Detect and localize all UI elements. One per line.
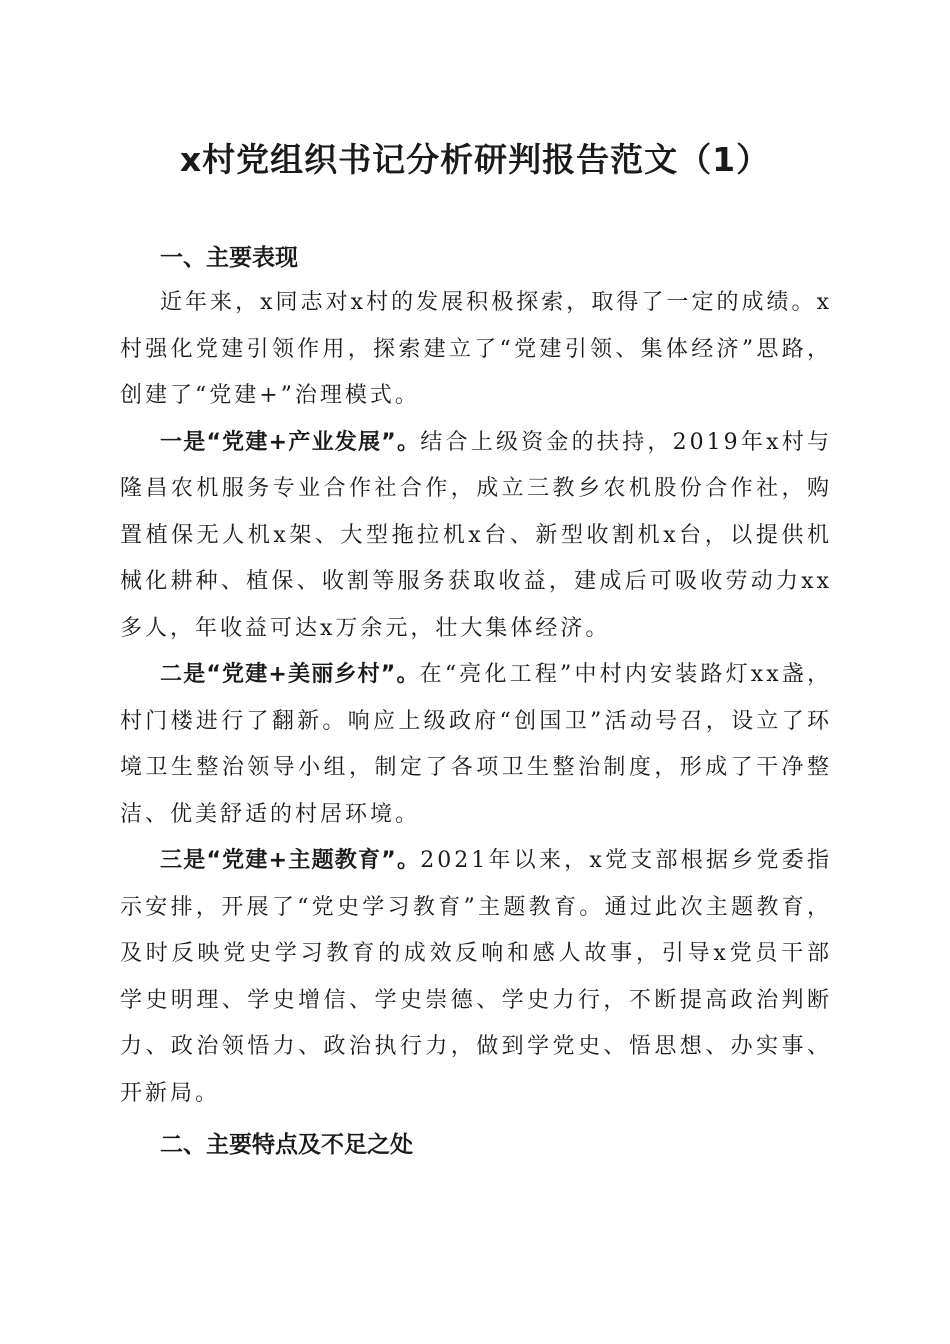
document-body — [120, 236, 832, 1167]
paragraph-lead: 一是“党建+产业发展”。 — [160, 429, 421, 455]
paragraph-text: 在“亮化工程”中村内安装路灯xx盏，村门楼进行了翻新。响应上级政府“创国卫”活动号召，设立了环境卫生整治领导小组，制定了各项卫生整治制度，形成了干净整洁、优美舒适的村居环境。 — [120, 662, 832, 827]
paragraph-lead: 三是“党建+主题教育”。 — [160, 848, 421, 873]
paragraph-industry-development — [120, 420, 832, 653]
paragraph-theme-education — [120, 838, 832, 1117]
intro-paragraph: 近年来，x同志对x村的发展积极探索，取得了一定的成绩。x村强化党建引领作用，探索建立了“党建引领、集体经济”思路，创建了“党建+”治理模式。 — [120, 290, 832, 408]
section-heading-features-shortcomings: 二、主要特点及不足之处 — [160, 1132, 413, 1158]
paragraph-lead: 二是“党建+美丽乡村”。 — [160, 662, 420, 687]
section-heading-main-performance: 一、主要表现 — [160, 245, 298, 271]
paragraph-beautiful-village — [120, 652, 832, 838]
paragraph-text: 结合上级资金的扶持，2019年x村与隆昌农机服务专业合作社合作，成立三教乡农机股份合作社，购置植保无人机x架、大型拖拉机x台、新型收割机x台，以提供机械化耕种、植保、收割等服务获取收益，建成后可吸收劳动力xx多人，年收益可达x万余元，壮大集体经济。 — [120, 429, 832, 641]
paragraph-text: 2021年以来，x党支部根据乡党委指示安排，开展了“党史学习教育”主题教育。通过此次主题教育，及时反映党史学习教育的成效反响和感人故事，引导x党员干部学史明理、学史增信、学史崇德、学史力行，不断提高政治判断力、政治领悟力、政治执行力，做到学党史、悟思想、办实事、开新局。 — [120, 848, 832, 1106]
document-title: x村党组织书记分析研判报告范文（1） — [179, 140, 771, 179]
